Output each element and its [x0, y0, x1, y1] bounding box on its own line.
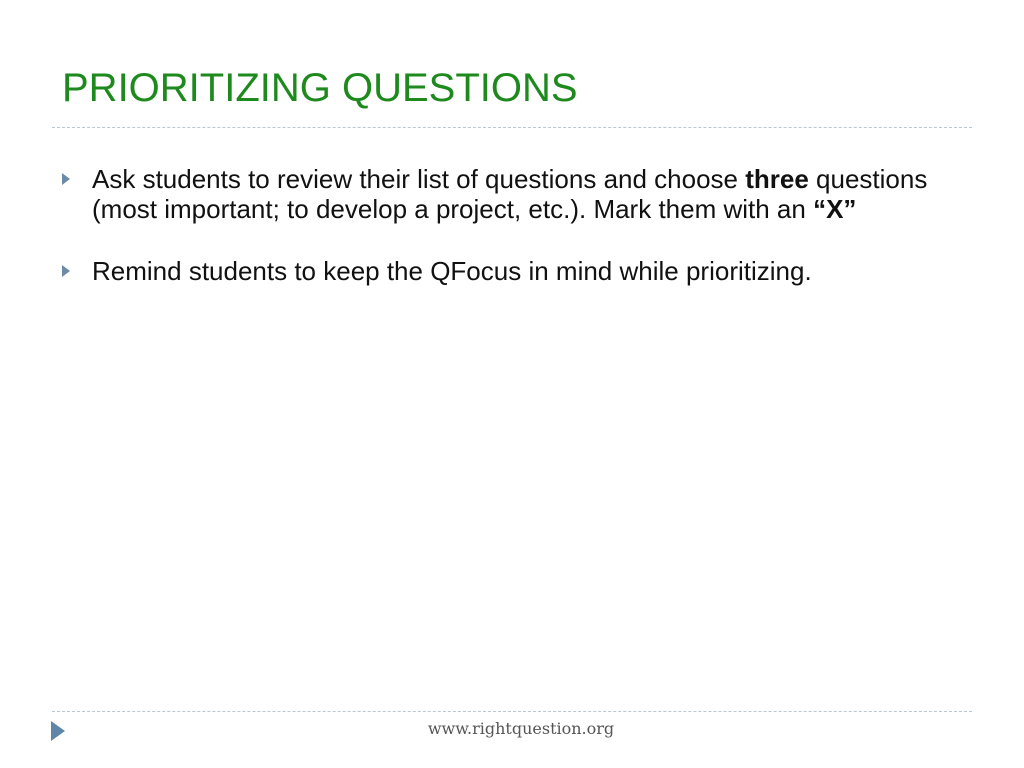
bullet-text-middle: questions (most important; to develop a project, etc.). Mark them with an: [92, 164, 928, 224]
slide-title: PRIORITIZING QUESTIONS: [62, 66, 578, 110]
bullet-emphasis-x: “X”: [813, 194, 857, 224]
footer-divider: [52, 711, 972, 712]
bullet-text: Remind students to keep the QFocus in mind while prioritizing.: [92, 256, 812, 286]
title-divider: [52, 127, 972, 128]
triangle-right-icon: [62, 265, 70, 277]
bullet-list: [62, 164, 962, 318]
bullet-item-choose-three: [62, 164, 962, 224]
footer-url: www.rightquestion.org: [427, 719, 615, 738]
triangle-right-icon: [62, 173, 70, 185]
bullet-emphasis-three: three: [745, 164, 809, 194]
bullet-item-qfocus: [62, 256, 962, 286]
bullet-text-start: Ask students to review their list of questions and choose: [92, 164, 746, 194]
